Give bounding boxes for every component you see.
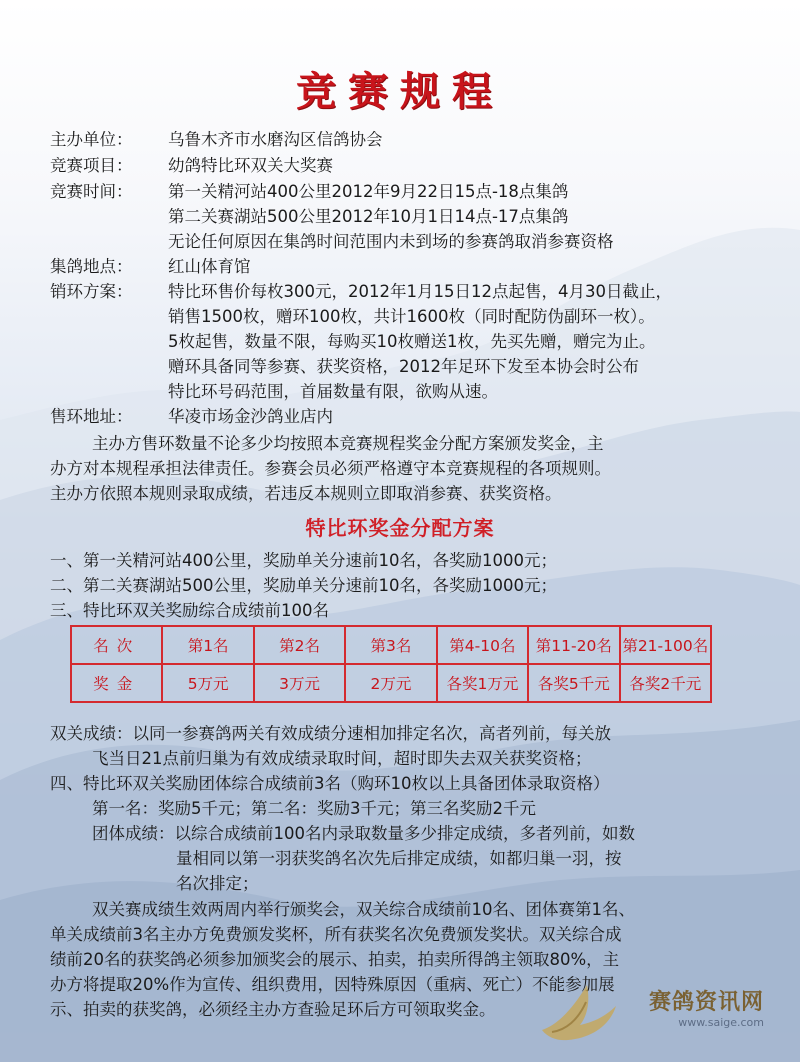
closing-line: 单关成绩前3名主办方免费颁发奖杯，所有获奖名次免费颁发奖状。双关综合成 xyxy=(50,925,622,944)
prize-item: 二、第二关赛湖站500公里，奖励单关分速前10名，各奖励1000元； xyxy=(50,576,557,595)
team-item: 四、特比环双关奖励团体综合成绩前3名（购环10枚以上具备团体录取资格） xyxy=(50,774,610,793)
prize-table xyxy=(70,625,712,703)
statement-line: 办方对本规程承担法律责任。参赛会员必须严格遵守本竞赛规程的各项规则。 xyxy=(50,459,611,478)
closing-line: 示、拍卖的获奖鸽，必须经主办方查验足环后方可领取奖金。 xyxy=(50,1000,496,1019)
info-row: 5枚起售，数量不限，每购买10枚赠送1枚，先买先赠，赠完为止。 xyxy=(168,332,656,351)
closing-line: 绩前20名的获奖鸽必须参加颁奖会的展示、拍卖，拍卖所得鸽主领取80%，主 xyxy=(50,950,620,969)
team-score-line: 量相同以第一羽获奖鸽名次先后排定成绩，如都归巢一羽，按 xyxy=(176,849,622,868)
pigeon-logo-icon xyxy=(532,970,622,1050)
watermark xyxy=(649,985,764,1029)
amount-label-cell: 奖金 xyxy=(71,664,162,702)
rank-label-cell: 名次 xyxy=(71,626,162,664)
team-prizes: 第一名：奖励5千元；第二名：奖励3千元；第三名奖励2千元 xyxy=(92,799,536,818)
info-row: 售环地址： 华凌市场金沙鸽业店内 xyxy=(50,407,333,426)
info-row: 第二关赛湖站500公里2012年10月1日14点-17点集鸽 xyxy=(168,207,569,226)
rank-cell: 第11-20名 xyxy=(528,626,619,664)
page-title: 竞赛规程 xyxy=(296,69,504,115)
prize-item: 一、第一关精河站400公里，奖励单关分速前10名，各奖励1000元； xyxy=(50,551,557,570)
amount-row xyxy=(71,664,711,702)
info-row: 无论任何原因在集鸽时间范围内未到场的参赛鸽取消参赛资格 xyxy=(168,232,614,251)
watermark-name: 赛鸽资讯网 xyxy=(648,990,764,1015)
watermark-url: www.saige.com xyxy=(678,1016,764,1029)
info-row: 集鸽地点： 红山体育馆 xyxy=(50,257,251,276)
rank-cell: 第2名 xyxy=(254,626,345,664)
closing-line: 办方将提取20%作为宣传、组织费用，因特殊原因（重病、死亡）不能参加展 xyxy=(50,975,615,994)
info-row: 竞赛时间： 第一关精河站400公里2012年9月22日15点-18点集鸽 xyxy=(50,182,569,201)
info-row: 竞赛项目： 幼鸽特比环双关大奖赛 xyxy=(50,156,333,175)
amount-cell: 2万元 xyxy=(345,664,436,702)
info-row: 特比环号码范围，首届数量有限，欲购从速。 xyxy=(168,382,498,401)
statement-line: 主办方售环数量不论多少均按照本竞赛规程奖金分配方案颁发奖金，主 xyxy=(92,434,604,453)
info-row: 销售1500枚，赠环100枚，共计1600枚（同时配防伪副环一枚）。 xyxy=(168,307,655,326)
amount-cell: 各奖5千元 xyxy=(528,664,619,702)
amount-cell: 各奖2千元 xyxy=(620,664,711,702)
rank-cell: 第3名 xyxy=(345,626,436,664)
amount-cell: 各奖1万元 xyxy=(437,664,528,702)
rank-cell: 第4-10名 xyxy=(437,626,528,664)
rank-cell: 第1名 xyxy=(162,626,253,664)
team-score-line: 团体成绩：以综合成绩前100名内录取数量多少排定成绩，多者列前，如数 xyxy=(92,824,635,843)
rank-cell: 第21-100名 xyxy=(620,626,711,664)
info-row: 赠环具备同等参赛、获奖资格，2012年足环下发至本协会时公布 xyxy=(168,357,639,376)
prize-section-title: 特比环奖金分配方案 xyxy=(305,516,495,540)
closing-line: 双关赛成绩生效两周内举行颁奖会，双关综合成绩前10名、团体赛第1名、 xyxy=(92,900,635,919)
statement-line: 主办方依照本规则录取成绩，若违反本规则立即取消参赛、获奖资格。 xyxy=(50,484,562,503)
amount-cell: 3万元 xyxy=(254,664,345,702)
amount-cell: 5万元 xyxy=(162,664,253,702)
double-score-line: 双关成绩：以同一参赛鸽两关有效成绩分速相加排定名次，高者列前，每关放 xyxy=(50,724,611,743)
info-row: 销环方案： 特比环售价每枚300元，2012年1月15日12点起售，4月30日截止， xyxy=(50,282,672,301)
team-score-line: 名次排定； xyxy=(176,874,259,893)
info-row: 主办单位： 乌鲁木齐市水磨沟区信鸽协会 xyxy=(50,130,383,149)
rank-row xyxy=(71,626,711,664)
prize-item: 三、特比环双关奖励综合成绩前100名 xyxy=(50,601,329,620)
double-score-line: 飞当日21点前归巢为有效成绩录取时间，超时即失去双关获奖资格； xyxy=(92,749,592,768)
